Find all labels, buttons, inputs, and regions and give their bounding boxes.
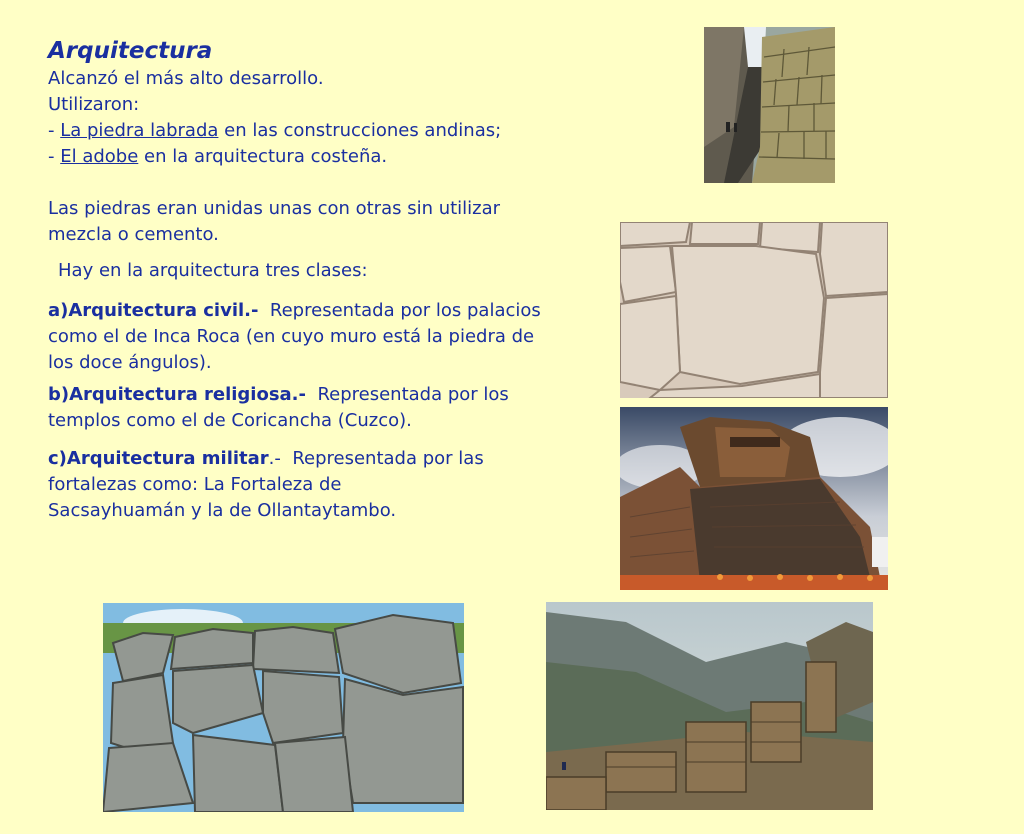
class-a-label: a)Arquitectura civil.-: [48, 300, 259, 321]
text-block: [48, 36, 593, 524]
photo-ollantaytambo-image: [546, 602, 873, 810]
classes-intro: Hay en la arquitectura tres clases:: [58, 260, 368, 281]
stones-line-2: mezcla o cemento.: [48, 224, 219, 245]
class-a-paragraph: [48, 298, 593, 376]
class-b-line-1: Representada por los: [306, 384, 509, 405]
photo-twelve-angle-stone-image: [620, 222, 888, 398]
term-piedra-labrada: La piedra labrada: [60, 120, 219, 141]
class-c-line-3: Sacsayhuamán y la de Ollantaytambo.: [48, 500, 397, 521]
class-a-line-1: Representada por los palacios: [258, 300, 541, 321]
class-c-paragraph: [48, 446, 593, 524]
class-b-label: b)Arquitectura religiosa.-: [48, 384, 306, 405]
intro-line-2: Utilizaron:: [48, 94, 140, 115]
list-dash: -: [48, 146, 61, 167]
stones-line-1: Las piedras eran unidas unas con otras sin utilizar: [48, 198, 501, 219]
spacer: [48, 170, 593, 196]
list-item-adobe-rest: en la arquitectura costeña.: [138, 146, 388, 167]
list-item-stone-rest: en las construcciones andinas;: [218, 120, 502, 141]
class-a-line-2: como el de Inca Roca (en cuyo muro está la piedra de: [48, 326, 535, 347]
list-item-stone: [48, 118, 593, 144]
photo-sacsayhuaman-image: [103, 603, 464, 812]
class-b-paragraph: [48, 382, 593, 434]
photo-cusco-street-image: [704, 27, 835, 183]
photo-twelve-angle-stone: [620, 222, 888, 398]
class-c-line-2: fortalezas como: La Fortaleza de: [48, 474, 342, 495]
spacer: [48, 248, 593, 258]
list-item-adobe: [48, 144, 593, 170]
photo-coricancha: [620, 407, 888, 590]
photo-cusco-street: [704, 27, 835, 183]
class-c-line-1: .- Representada por las: [268, 448, 484, 469]
photo-ollantaytambo: [546, 602, 873, 810]
list-dash: -: [48, 120, 61, 141]
class-c-label: c)Arquitectura militar: [48, 448, 269, 469]
photo-coricancha-image: [620, 407, 888, 590]
class-b-line-2: templos como el de Coricancha (Cuzco).: [48, 410, 412, 431]
slide-title: Arquitectura: [48, 38, 213, 64]
term-adobe: El adobe: [60, 146, 139, 167]
photo-sacsayhuaman: [103, 603, 464, 812]
intro-line-1: Alcanzó el más alto desarrollo.: [48, 68, 324, 89]
class-a-line-3: los doce ángulos).: [48, 352, 212, 373]
